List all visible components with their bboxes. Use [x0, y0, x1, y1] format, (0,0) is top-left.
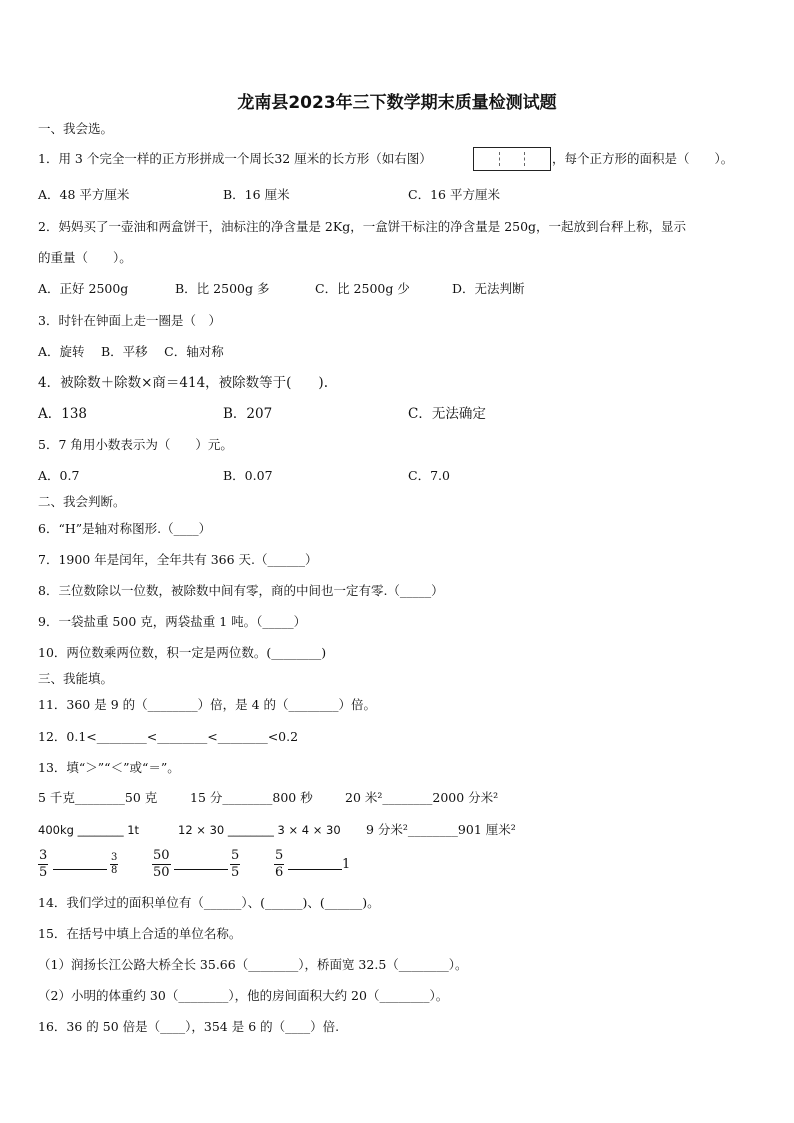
q13-row2-item1: 400kg ________ 1t [38, 823, 140, 837]
answer-blank[interactable] [53, 869, 107, 870]
q5-option-a: A．0.7 [38, 468, 80, 483]
question-12: 12．0.1<________<________<________<0.2 [38, 729, 299, 744]
q5-option-b: B．0.07 [223, 468, 273, 483]
question-1-tail: ，每个正方形的面积是（ ）。 [552, 151, 734, 166]
square-divider [524, 152, 525, 166]
square-divider [499, 152, 500, 166]
q3-options: A．旋转 B．平移 C．轴对称 [38, 344, 224, 359]
section-1-heading: 一、我会选。 [38, 121, 114, 136]
question-15-part-1: （1）润扬长江公路大桥全长 35.66（________），桥面宽 32.5（________）。 [38, 957, 468, 972]
rectangle-figure [473, 147, 551, 171]
question-14: 14．我们学过的面积单位有（______）、(______)、(______)。 [38, 895, 380, 910]
q2-option-b: B．比 2500g 多 [175, 281, 270, 296]
q13-row2-item2: 12 × 30 ________ 3 × 4 × 30 [178, 823, 341, 837]
answer-blank[interactable] [288, 869, 342, 870]
question-4: 4．被除数＋除数×商＝414，被除数等于( ). [38, 375, 328, 391]
question-9: 9．一袋盐重 500 克，两袋盐重 1 吨。（_____） [38, 614, 307, 629]
q13-row1-item2: 15 分________800 秒 [190, 790, 313, 805]
q13-row1-item1: 5 千克________50 克 [38, 790, 158, 805]
question-7: 7．1900 年是闰年，全年共有 366 天.（______） [38, 552, 318, 567]
q4-option-a: A．138 [38, 406, 88, 422]
question-2-line-2: 的重量（ ）。 [38, 250, 132, 265]
fraction-3-8: $\frac{3}{8}$ [111, 852, 118, 876]
question-11: 11．360 是 9 的（________）倍，是 4 的（________）倍。 [38, 697, 377, 712]
q2-option-d: D．无法判断 [452, 281, 525, 296]
question-13: 13．填“＞”“＜”或“＝”。 [38, 760, 180, 775]
q1-option-a: A．48 平方厘米 [38, 187, 130, 202]
question-15: 15．在括号中填上合适的单位名称。 [38, 926, 242, 941]
q5-option-c: C．7.0 [408, 468, 450, 483]
question-16: 16．36 的 50 倍是（____），354 是 6 的（____）倍. [38, 1019, 340, 1034]
question-6: 6．“H”是轴对称图形.（____） [38, 521, 212, 536]
question-8: 8．三位数除以一位数，被除数中间有零，商的中间也一定有零.（_____） [38, 583, 444, 598]
section-2-heading: 二、我会判断。 [38, 494, 126, 509]
q13-row2-item3: 9 分米²________901 厘米² [366, 822, 516, 837]
q2-option-a: A．正好 2500g [38, 281, 129, 296]
q1-option-c: C．16 平方厘米 [408, 187, 500, 202]
q2-option-c: C．比 2500g 少 [315, 281, 410, 296]
question-1: 1．用 3 个完全一样的正方形拼成一个周长32 厘米的长方形（如右图） [38, 151, 432, 166]
q13-row1-item3: 20 米²________2000 分米² [345, 790, 499, 805]
section-3-heading: 三、我能填。 [38, 671, 114, 686]
question-3: 3．时针在钟面上走一圈是（ ） [38, 313, 221, 328]
question-15-part-2: （2）小明的体重约 30（________），他的房间面积大约 20（________）。 [38, 988, 449, 1003]
fraction-50-50: $\frac{50}{50}$ [153, 848, 170, 880]
fraction-5-5: $\frac{5}{5}$ [231, 848, 240, 880]
question-10: 10．两位数乘两位数，积一定是两位数。(________) [38, 645, 327, 660]
question-2-line-1: 2．妈妈买了一壶油和两盒饼干，油标注的净含量是 2Kg，一盒饼干标注的净含量是 250g，一起放到台秤上称，显示 [38, 219, 687, 234]
q4-option-b: B．207 [223, 406, 273, 422]
fraction-3-5: $\frac{3}{5}$ [39, 848, 48, 880]
question-5: 5．7 角用小数表示为（ ）元。 [38, 437, 233, 452]
q1-option-b: B．16 厘米 [223, 187, 290, 202]
q4-option-c: C．无法确定 [408, 406, 486, 422]
answer-blank[interactable] [174, 869, 228, 870]
number-one: 1 [342, 857, 351, 872]
page-title: 龙南县2023年三下数学期末质量检测试题 [237, 93, 557, 113]
fraction-5-6: $\frac{5}{6}$ [275, 848, 284, 880]
